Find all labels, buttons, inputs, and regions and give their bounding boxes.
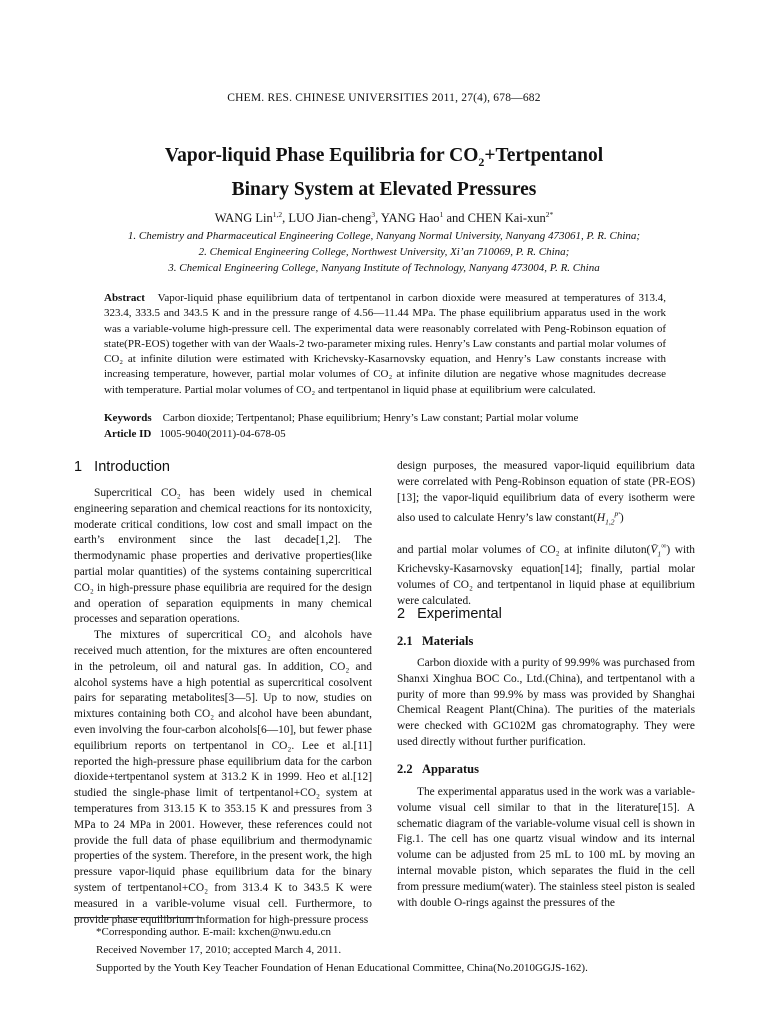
keywords: [104, 412, 666, 424]
author-list: [0, 210, 768, 226]
keywords-label: Keywords: [104, 412, 152, 424]
abstract: [104, 291, 666, 398]
right-column-top: [397, 459, 695, 610]
henry-constant-symbol: $H_{1,2}^{pˢ}$: [596, 509, 620, 527]
title-text: Vapor-liquid Phase Equilibria for CO: [164, 145, 479, 166]
title-line-1: [0, 142, 768, 176]
title-text-2: +Tertpentanol: [484, 145, 604, 166]
materials-block: [397, 656, 695, 751]
abstract-text: Vapor-liquid phase equilibrium data of tertpentanol in carbon dioxide were measured at temperatures of 313.4, 323.4, 333.5 and 343.5 K and in the pressure range of 4.56—11.44 MPa. The phase equilibrium apparatus used in the work was a variable-volume high-pressure cell. The experimental data were reasonably correlated with Peng-Robinson equation of state(PR-EOS) together with van der Waals-2 two-parameter mixing rules. Henry’s Law constants and partial molar volumes of CO₂ at infinite dilution were estimated with Krichevsky-Kasarnovsky equation, and Henry’s Law constants increase with increasing temperature, however, partial molar volumes of CO₂ at infinite dilution are negative whose magnitudes decrease with temperature. Partial molar volumes of CO₂ and tertpentanol in liquid phase at equilibrium were calculated.: [104, 292, 666, 396]
journal-header: CHEM. RES. CHINESE UNIVERSITIES 2011, 27(4), 678—682: [227, 92, 541, 104]
abstract-label: Abstract: [104, 292, 145, 304]
intro-paragraph-2: The mixtures of supercritical CO₂ and alcohols have received much attention, for the mixtures are often encountered in the petroleum, oil and natural gas. In addition, CO₂ and alcohol systems have a high potential as supercritical cosolvent pairs for separating metabolites[3—5]. Up to now, studies on mixtures containing both CO₂ and alcohol have been abundant, even involving the four-carbon alcohols[6—10], but fewer phase equilibrium reports on tertpentanol in CO₂. Lee et al.[11] reported the high-pressure phase equilibrium data for the carbon dioxide+tertpentanol system at 313.2 K in 1999. Heo et al.[12] studied the single-phase limit of tertpentanol+CO₂ system at temperatures from 313.15 K to 353.15 K and pressures from 3 MPa to 24 MPa in 2001. However, these references could not provide the full data of phase equilibrium and thermodynamic properties of the system. Therefore, in the present work, the high pressure vapor-liquid phase equilibrium data for the binary system of tertpentanol+CO₂ from 313.4 K to 343.5 K were measured in a varible-volume visual cell. Furthermore, to provide phase equilibrium information for high-pressure process: [74, 629, 372, 926]
intro-paragraph-3: design purposes, the measured vapor-liquid equilibrium data were correlated with Peng-Robinson equation of state (PR-EOS)[13]; the vapor-liquid equilibrium data of every isotherm were also used to calculate Henry’s law $constant(H_{1,2}^{pˢ})$: [397, 460, 695, 527]
intro-paragraph-3-cont: and partial molar volumes of CO₂ at infinite $diluton(V̄_1^\infty)$ with Krichevsky-Kasarnovsky equation[14]; finally, partial molar volumes of CO₂ and tertpentanol in liquid phase at equilibrium were calculated.: [397, 541, 695, 607]
materials-paragraph: Carbon dioxide with a purity of 99.99% was purchased from Shanxi Xinghua BOC Co., Ltd.(China), and tertpentanol with a purity of more than 99.9% by mass was provided by Shanghai Chemical Reagent Plant(China). The purities of the materials were checked with GC102M gas chromatography. They were used directly without further purification.: [397, 657, 695, 748]
title-subscript: 2: [478, 154, 485, 169]
keywords-text: Carbon dioxide; Tertpentanol; Phase equilibrium; Henry’s Law constant; Partial molar volume: [162, 412, 579, 424]
paper-title: [0, 142, 768, 203]
author: CHEN Kai-xun$^{2*}$: [467, 210, 554, 226]
apparatus-block: [397, 785, 695, 911]
title-line-2: Binary System at Elevated Pressures: [231, 178, 537, 200]
footnote-corresponding-author: *Corresponding author. E-mail: kxchen@nwu.edu.cn: [96, 926, 331, 938]
subsection-heading-apparatus: 2.2 Apparatus: [397, 762, 479, 776]
article-id-label: Article ID: [104, 428, 152, 440]
subsection-heading-materials: 2.1 Materials: [397, 634, 474, 648]
affiliation-1: 1. Chemistry and Pharmaceutical Engineering College, Nanyang Normal University, Nanyang 473061, P. R. China;: [127, 230, 641, 242]
author: WANG Lin$^{1,2}$,: [214, 210, 289, 226]
affiliation-3: 3. Chemical Engineering College, Nanyang Institute of Technology, Nanyang 473004, P. R. China: [168, 262, 600, 274]
footnote-funding: Supported by the Youth Key Teacher Foundation of Henan Educational Committee, China(No.2010GGJS-162).: [96, 962, 588, 974]
article-id-value: 1005-9040(2011)-04-678-05: [159, 428, 286, 440]
footnote-rule: [74, 917, 202, 918]
affiliation-2: 2. Chemical Engineering College, Northwest University, Xi’an 710069, P. R. China;: [198, 246, 570, 258]
intro-paragraph-1: Supercritical CO₂ has been widely used in chemical engineering separation and chemical reactions for its nontoxicity, moderate critical conditions, low cost and small impact on the earth’s environment since the last decade[1,2]. The thermodynamic phase properties and derivative properties(like partial molar quantities) of the systems containing supercritical CO₂ in high-pressure phase equilibria are required for the design and operation of separation equipments in many chemical processes and separation operations.: [74, 487, 372, 626]
footnote-received: Received November 17, 2010; accepted March 4, 2011.: [96, 944, 342, 956]
section-heading-introduction: 1 Introduction: [74, 459, 170, 475]
left-column: [74, 486, 372, 928]
section-heading-experimental: 2 Experimental: [397, 606, 502, 622]
author: YANG Hao$^1$ and: [380, 210, 468, 226]
article-id: [104, 428, 666, 440]
partial-molar-volume-symbol: $V̄_1^\infty$: [650, 541, 667, 559]
author: LUO Jian-cheng$^3$,: [288, 210, 381, 226]
apparatus-paragraph: The experimental apparatus used in the work was a variable-volume visual cell similar to that in the literature[15]. A schematic diagram of the variable-volume visual cell is shown in Fig.1. The cell has one quartz visual window and its internal volume can be adjusted from 25 mL to 100 mL by moving an internal movable piston, which separates the fluid in the cell from pressure medium(water). The stainless steel piston is sealed with double O-rings against the pressures of the: [397, 786, 695, 909]
